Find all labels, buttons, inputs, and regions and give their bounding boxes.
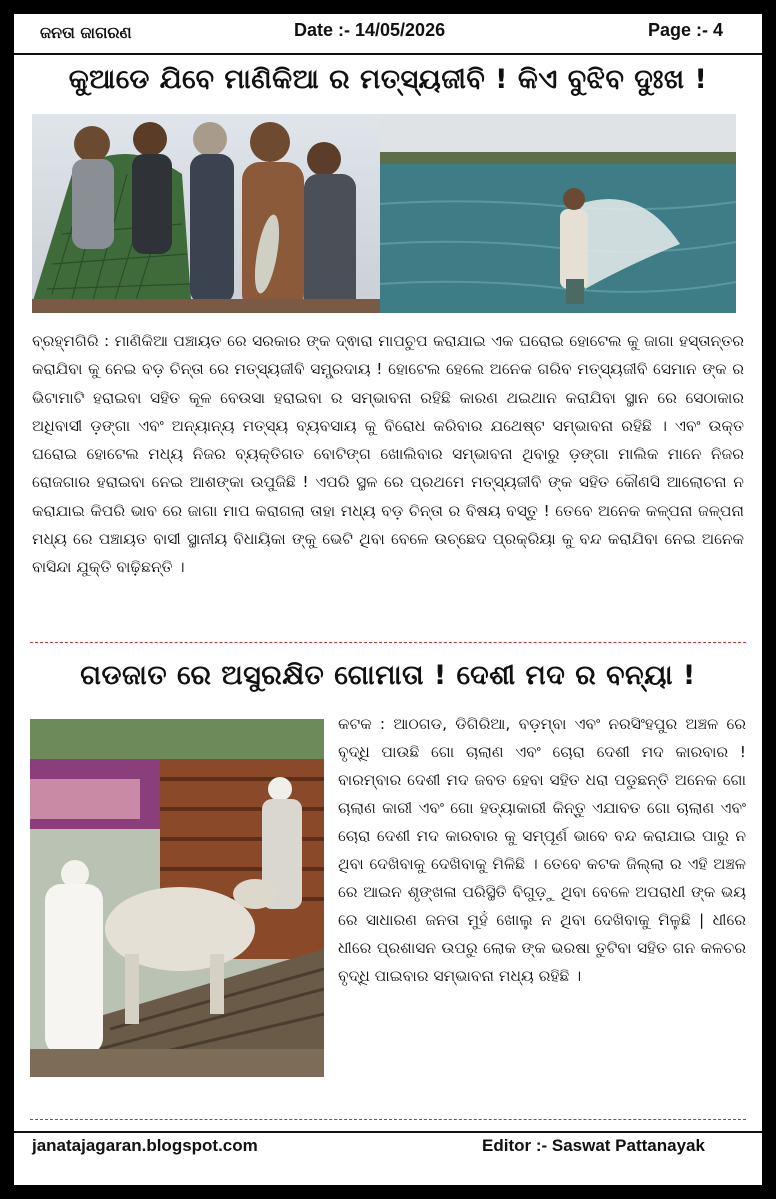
section-divider-bottom bbox=[30, 1119, 746, 1120]
editor-credit: Editor :- Saswat Pattanayak bbox=[482, 1136, 705, 1155]
fishermen-photo bbox=[32, 114, 380, 313]
story2-body: କଟକ : ଆଠଗଡ, ଡିଗିରିଆ, ବଡ଼ମ୍ବା ଏବଂ ନରସିଂହପୁର ଅଞ୍ଚଳ ରେ ବୃଦ୍ଧି ପାଉଛି ଗୋ ଚାଲାଣ ଏବଂ ଚୋରା ଦେଶୀ ମଦ କାରବାର ! ବାରମ୍ବାର ଦେଶୀ ମଦ ଜବତ ହେବା ସହିତ ଧରା ପଡୁଛନ୍ତି ଅନେକ ଗୋ ଚାଲାଣ କାରୀ ଏବଂ ଗୋ ହତ୍ୟାକାରୀ କିନ୍ତୁ ଏଯାବତ ଗୋ ଚାଲାଣ ଏବଂ ଚୋରା ଦେଶୀ ମଦ କାରବାର କୁ ସମ୍ପୂର୍ଣ ଭାବେ ବନ୍ଦ କରାଯାଇ ପାରୁ ନ ଥିବା ଦେଖିବାକୁ ଦେଖିବାକୁ ମିଳିଛି । ତେବେ କଟକ ଜିଲ୍ଲା ର ଏହି ଅଞ୍ଚଳ ରେ ଆଇନ ଶୃଙ୍ଖଳା ପରିସ୍ଥିତି ବିଗୁଡ଼ୁ ଥିବା ବେଳେ ଅପରାଧୀ ଙ୍କ ଭୟ ରେ ସାଧାରଣ ଜନତା ମୁହଁ ଖୋଲୁ ନ ଥିବା ଦେଖିବାକୁ ମିଳୁଛି | ଧୀରେ ଧୀରେ ପ୍ରଶାସନ ଉପରୁ ଲୋକ ଙ୍କ ଭରଷା ତୁଟିବା ସହିତ ଗନ କଳଚର ବୃଦ୍ଧି ପାଇବାର ସମ୍ଭାବନା ମଧ୍ୟ ରହିଛି । bbox=[338, 715, 746, 985]
paper-name: ଜନତା ଜାଗରଣ bbox=[40, 23, 132, 42]
story2-headline: ଗଡଜାତ ରେ ଅସୁରକ୍ଷିତ ଗୋମାତା ! ଦେଶୀ ମଦ ର ବନ୍ୟା ! bbox=[80, 660, 696, 691]
page-number: Page :- 4 bbox=[648, 20, 724, 40]
masthead-divider bbox=[14, 53, 762, 55]
section-divider bbox=[30, 642, 746, 643]
cow-truck-photo bbox=[30, 719, 324, 1077]
issue-date: Date :- 14/05/2026 bbox=[294, 20, 446, 40]
masthead bbox=[14, 14, 762, 54]
river-casting-net-photo bbox=[380, 114, 736, 313]
story1-body: ବ୍ରହ୍ମଗିରି : ମାଣିକିଆ ପଞ୍ଚାୟତ ରେ ସରକାର ଙ୍କ ଦ୍ଵାରା ମାପଚୁପ କରାଯାଇ ଏକ ଘରୋଇ ହୋଟେଲ କୁ ଜାଗା ହସ୍ତାନ୍ତର କରାଯିବା କୁ ନେଇ ବଡ଼ ଚିନ୍ତା ରେ ମତ୍ସ୍ୟଜୀବି ସମ୍ପ୍ରଦାୟ ! ହୋଟେଲ ହେଲେ ଅନେକ ଗରିବ ମତ୍ସ୍ୟଜୀବି ସେମାନ ଙ୍କ ର ଭିଟାମାଟି ହରାଇବା ସହିତ କୂଳ ବେଉସା ହରାଇବା ର ସମ୍ଭାବନା ରହିଛି କାରଣ ଥଇଥାନ କରାଯିବା ସ୍ଥାନ ରେ ସେଠାକାର ଅଧିବାସୀ ଡ଼ଙ୍ଗା ଏବଂ ଅନ୍ୟାନ୍ୟ ମତ୍ସ୍ୟ ବ୍ୟବସାୟ କୁ ବିରୋଧ କରିବାର ଯଥେଷ୍ଟ ସମ୍ଭାବନା ରହିଛି । ଏବଂ ଉକ୍ତ ଘରୋଇ ହୋଟେଲ ମଧ୍ୟ ନିଜର ବ୍ୟକ୍ତିଗତ ବୋଟିଙ୍ଗ ଖୋଲିବାର ସମ୍ଭାବନା ଥିବାରୁ ଡ଼ଙ୍ଗା ମାଲିକ ମାନେ ନିଜର ରୋଜଗାର ହରାଇବା ନେଇ ଆଶଙ୍କା ଉପୁଜିଛି ! ଏପରି ସ୍ଥଳ ରେ ପ୍ରଥମେ ମତ୍ସ୍ୟଜୀବି ଙ୍କ ସହିତ କୌଣସି ଆଲୋଚନା ନ କରାଯାଇ କିପରି ଭାବ ରେ ଜାଗା ମାପ କରାଗଲା ତାହା ମଧ୍ୟ ବଡ଼ ଚିନ୍ତା ର ବିଷୟ ବସ୍ତୁ ! ତେବେ ଅନେକ କଳ୍ପନା ଜଳ୍ପନା ମଧ୍ୟ ରେ ପଞ୍ଚାୟତ ବାସୀ ସ୍ଥାନୀୟ ବିଧାୟିକା ଙ୍କୁ ଭେଟି ଥିବା ବେଳେ ଉଚ୍ଛେଦ ପ୍ରକ୍ରିୟା କୁ ବନ୍ଦ କରାଯିବା ନେଇ ଅନେକ ବାସିନ୍ଦା ଯୁକ୍ତି ବାଢ଼ିଛନ୍ତି । bbox=[32, 332, 744, 577]
newspaper-page bbox=[14, 14, 762, 1185]
blog-url-link[interactable]: janatajagaran.blogspot.com bbox=[32, 1136, 258, 1155]
story1-headline: କୁଆଡେ ଯିବେ ମାଣିକିଆ ର ମତ୍ସ୍ୟଜୀବି ! କିଏ ବୁଝିବ ଦୁଃଖ ! bbox=[68, 64, 708, 95]
footer-divider bbox=[14, 1131, 762, 1133]
